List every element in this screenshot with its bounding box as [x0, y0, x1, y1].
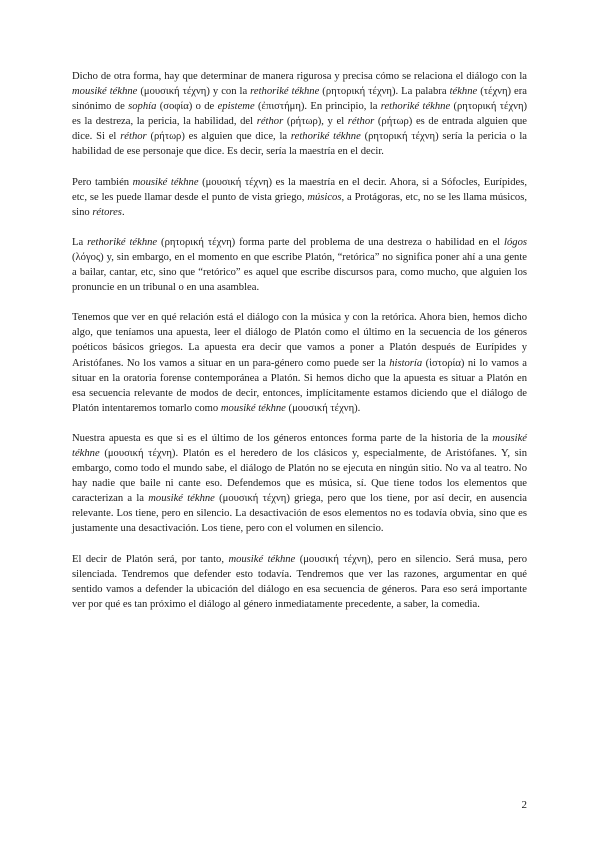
text-run: Tenemos que ver en qué relación está el diálogo con la música y con la retórica. Ahora bien, hemos dicho algo, que teníamos una apuesta, leer el diálogo de Platón como el último en la secuencia de los géneros poéticos básicos griegos. La apuesta era decir que vamos a poner a Platón después de Eurípides y Aristófanes. No los vamos a situar en un para-género como puede ser la: [72, 312, 527, 369]
text-run: (ρήτωρ), y el: [283, 116, 348, 128]
text-run: (ἱστορία) ni lo vamos a situar en la oratoria forense contemporánea a Platón. Si hemos dicho que la apuesta es situar a Platón en esa secuencia relevante de modos de decir, entonces, implícitamente estamos diciendo que el diálogo de Platón intentaremos tomarlo como: [72, 357, 527, 414]
paragraph-5: [72, 431, 527, 537]
text-run: Dicho de otra forma, hay que determinar de manera rigurosa y precisa cómo se relaciona el diálogo con la: [72, 71, 527, 82]
text-run: (σοφία) o de: [156, 101, 218, 113]
italic-term: réthor: [120, 131, 147, 143]
text-run: , a Protágoras, etc, no se les llama músicos, sino: [72, 191, 527, 218]
italic-term: lógos: [504, 236, 528, 248]
text-run: (μουσική τέχνη) es la maestría en el decir. Ahora, si a Sófocles, Eurípides, etc, se les puede llamar desde el punto de vista griego,: [72, 176, 527, 203]
italic-term: tékhne: [449, 86, 478, 98]
italic-term: rétores: [92, 206, 122, 218]
text-run: (λόγος) y, sin embargo, en el momento en que escribe Platón, “retórica” no significa poner ahí a una gente a bailar, cantar, etc, sino que “retórico” es aquel que escribe discursos para, como mucho, que alguien los pronuncie en un tribunal o en una asamblea.: [72, 251, 527, 294]
italic-term: mousiké tékhne: [148, 493, 215, 505]
italic-term: rethoriké tékhne: [380, 101, 451, 113]
page-number: 2: [521, 799, 527, 811]
text-run: El decir de Platón será, por tanto,: [72, 553, 229, 565]
italic-term: réthor: [256, 116, 284, 128]
text-run: .: [121, 206, 125, 218]
paragraph-2: [72, 175, 527, 220]
italic-term: rethoriké tékhne: [290, 131, 361, 143]
italic-term: mousiké tékhne: [72, 86, 138, 98]
text-run: (ρητορική τέχνη) forma parte del problema de una destreza o habilidad en el: [157, 236, 505, 248]
italic-term: episteme: [217, 101, 255, 113]
text-run: (μουσική τέχνη) y con la: [137, 86, 251, 98]
text-run: (ρήτωρ) es alguien que dice, la: [146, 131, 291, 143]
italic-term: rethoriké tékhne: [250, 86, 320, 98]
italic-term: mousiké tékhne: [228, 553, 296, 565]
text-run: La: [72, 236, 88, 248]
text-run: (ρητορική τέχνη) sería la pericia o la habilidad de ese personaje que dice. Es decir, sería la maestría en el decir.: [72, 131, 528, 158]
text-run: (μουσική τέχνη) griega, pero que los tiene, por así decir, en ausencia relevante. Los tiene, pero en silencio. La desactivación de esos elementos no es todavía obvia, sino que es justamente una desactivación. Los tiene, pero con el volumen en silencio.: [72, 493, 527, 535]
italic-term: rethoriké tékhne: [87, 236, 158, 248]
italic-term: historía: [389, 357, 423, 369]
text-run: (τέχνη) era sinónimo de: [72, 86, 527, 113]
text-run: (ἐπιστήμη). En principio, la: [254, 101, 381, 113]
text-run: (ρητορική τέχνη) es la destreza, la pericia, la habilidad, del: [72, 101, 528, 128]
italic-term: réthor: [347, 116, 375, 128]
paragraph-4: [72, 310, 527, 416]
text-run: (ρήτωρ) es de entrada alguien que dice. Si el: [72, 116, 527, 143]
text-run: (μουσική τέχνη), pero en silencio. Será musa, pero silenciada. Tendremos que defender esto todavía. Tendremos que ver las razones, argumentar en qué sentido vamos a defender la ubicación del diálogo en esa secuencia de géneros. Para eso será importante ver por qué es tan próximo el diálogo al género inmediatamente precedente, a saber, la comedia.: [72, 553, 527, 610]
text-run: Nuestra apuesta es que si es el último de los géneros entonces forma parte de la historia de la: [72, 432, 493, 444]
paragraph-3: [72, 235, 527, 295]
italic-term: mousiké tékhne: [220, 402, 286, 414]
body-text: [72, 69, 527, 627]
italic-term: mousiké tékhne: [72, 432, 527, 459]
italic-term: sophía: [128, 101, 157, 113]
text-run: Pero también: [72, 176, 133, 188]
paragraph-6: [72, 552, 527, 612]
italic-term: músicos: [307, 191, 342, 203]
paragraph-1: [72, 69, 527, 160]
italic-term: mousiké tékhne: [132, 176, 199, 188]
text-run: (μουσική τέχνη).: [285, 402, 361, 414]
text-run: (ρητορική τέχνη). La palabra: [319, 86, 450, 98]
text-run: (μουσική τέχνη). Platón es el heredero de los clásicos y, especialmente, de Aristófanes. Y, sin embargo, como todo el mundo sabe, el diálogo de Platón no se ejecuta en ningún sitio. No va al teatro. No hay nadie que baile ni cante eso. Defendemos que es música, sí. Que tiene todos los elementos que caracterizan a la: [72, 447, 527, 505]
